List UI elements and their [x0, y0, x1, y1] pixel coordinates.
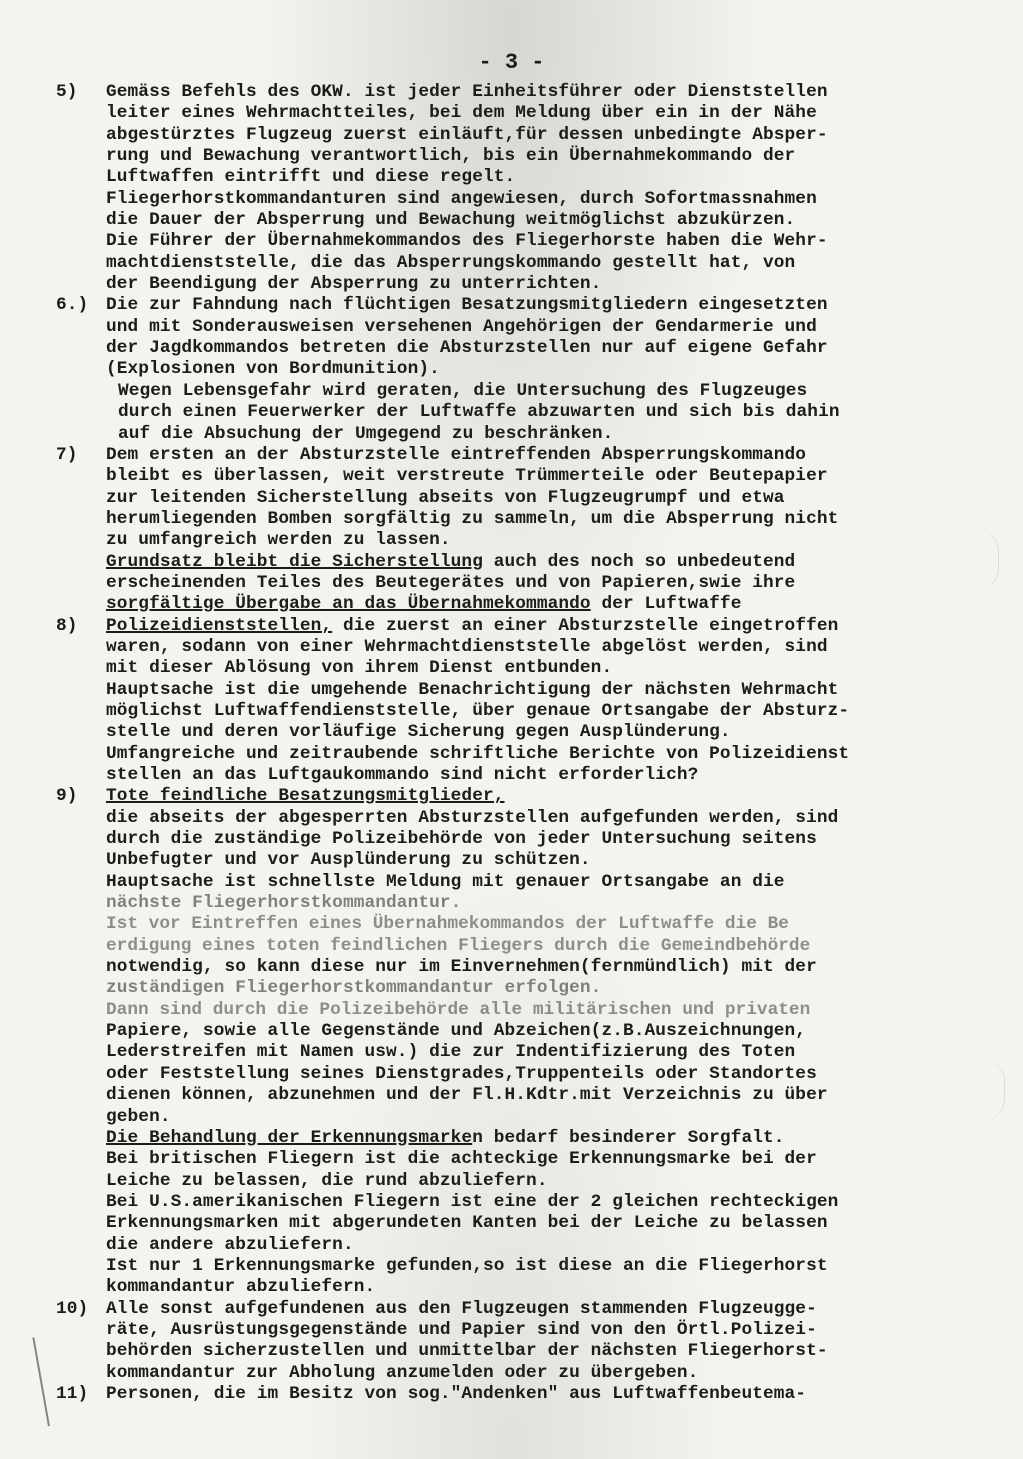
text-line	[62, 1320, 992, 1341]
text-line	[62, 488, 992, 509]
line-text: Umfangreiche und zeitraubende schriftliche Berichte von Polizeidienst	[106, 743, 850, 764]
line-text: (Explosionen von Bordmunition).	[106, 359, 440, 380]
item-number: 10)	[56, 1298, 89, 1319]
document-body	[56, 82, 992, 1405]
text-line	[62, 936, 992, 957]
line-text: Unbefugter und vor Ausplünderung zu schützen.	[106, 850, 591, 871]
margin-fold-mark	[978, 530, 999, 590]
line-text: geben.	[106, 1106, 171, 1127]
line-text: durch einen Feuerwerker der Luftwaffe abzuwarten und sich bis dahin	[118, 402, 840, 423]
line-text: nächste Fliegerhorstkommandantur.	[106, 893, 462, 914]
line-text: die Dauer der Absperrung und Bewachung weitmöglichst abzukürzen.	[106, 210, 796, 231]
line-text: Ist nur 1 Erkennungsmarke gefunden,so ist diese an die Fliegerhorst	[106, 1255, 828, 1276]
text-line	[56, 1383, 992, 1405]
text-line	[62, 552, 992, 573]
text-line	[62, 957, 992, 978]
line-text: zur leitenden Sicherstellung abseits von Flugzeugrumpf und etwa	[106, 487, 785, 508]
line-text: Die Führer der Übernahmekommandos des Fliegerhorste haben die Wehr-	[106, 231, 828, 252]
text-line	[56, 295, 992, 316]
text-line	[62, 466, 992, 487]
line-text: auf die Absuchung der Umgegend zu beschränken.	[118, 423, 614, 444]
line-text: durch die zuständige Polizeibehörde von jeder Untersuchung seitens	[106, 829, 817, 850]
text-line	[62, 1107, 992, 1128]
margin-fold-mark	[984, 1060, 1005, 1120]
text-line	[62, 978, 992, 999]
text-line	[62, 594, 992, 615]
text-line	[62, 381, 992, 402]
text-line	[62, 338, 992, 359]
text-line	[62, 1085, 992, 1106]
line-text: Wegen Lebensgefahr wird geraten, die Untersuchung des Flugzeuges	[118, 380, 808, 401]
line-text: waren, sodann von einer Wehrmachtdienststelle abgelöst werden, sind	[106, 636, 828, 657]
text-line	[62, 1256, 992, 1277]
line-text: kommandantur zur Abholung anzumelden oder zu übergeben.	[106, 1362, 699, 1383]
underlined-text: Grundsatz bleibt die Sicherstellung	[106, 551, 483, 572]
text-line	[62, 231, 992, 252]
line-text-tail: n bedarf besinderer Sorgfalt.	[472, 1127, 785, 1148]
text-line	[62, 103, 992, 124]
line-text: Personen, die im Besitz von sog."Andenken" aus Luftwaffenbeutema-	[106, 1383, 807, 1404]
text-line	[62, 1042, 992, 1063]
line-text: Bei U.S.amerikanischen Fliegern ist eine der 2 gleichen rechteckigen	[106, 1191, 839, 1212]
line-text: erdigung eines toten feindlichen Fliegers durch die Gemeindbehörde	[106, 935, 811, 956]
line-text: Die zur Fahndung nach flüchtigen Besatzungsmitgliedern eingesetzten	[106, 295, 828, 316]
line-text: Bei britischen Fliegern ist die achteckige Erkennungsmarke bei der	[106, 1149, 817, 1170]
text-line	[62, 402, 992, 423]
line-text: möglichst Luftwaffendienststelle, über genaue Ortsangabe der Absturz-	[106, 700, 850, 721]
line-text: der Beendigung der Absperrung zu unterrichten.	[106, 274, 602, 295]
line-text: Luftwaffen eintrifft und diese regelt.	[106, 167, 516, 188]
text-line	[62, 167, 992, 188]
text-line	[62, 125, 992, 146]
line-text: die abseits der abgesperrten Absturzstellen aufgefunden werden, sind	[106, 807, 839, 828]
text-line	[62, 722, 992, 743]
line-text: herumliegenden Bomben sorgfältig zu sammeln, um die Absperrung nicht	[106, 508, 839, 529]
line-text: bleibt es überlassen, weit verstreute Trümmerteile oder Beutepapier	[106, 466, 828, 487]
underlined-text: Polizeidienststellen,	[106, 615, 333, 636]
text-line	[62, 253, 992, 274]
line-text: Alle sonst aufgefundenen aus den Flugzeugen stammenden Flugzeuggе-	[106, 1298, 817, 1319]
underlined-text: sorgfältige Übergabe an das Übernahmekommando	[106, 594, 591, 615]
line-text: Ist vor Eintreffen eines Übernahmekommandos der Luftwaffe die Be	[106, 914, 789, 935]
line-text-tail: auch des noch so unbedeutend	[482, 551, 796, 572]
text-line	[62, 850, 992, 871]
line-text: und mit Sonderausweisen versehenen Angehörigen der Gendarmerie und	[106, 316, 817, 337]
text-line	[56, 444, 992, 466]
line-text: stelle und deren vorläufige Sicherung gegen Ausplünderung.	[106, 722, 731, 743]
line-text: Fliegerhorstkommandanturen sind angewiesen, durch Sofortmassnahmen	[106, 188, 817, 209]
line-text: zu umfangreich werden zu lassen.	[106, 530, 451, 551]
text-line	[62, 359, 992, 380]
line-text-tail: der Luftwaffe	[590, 594, 742, 615]
line-text: dienen können, abzunehmen und der Fl.H.Kdtr.mit Verzeichnis zu über	[106, 1085, 828, 1106]
text-line	[62, 872, 992, 893]
line-text: Hauptsache ist die umgehende Benachrichtigung der nächsten Wehrmacht	[106, 679, 839, 700]
line-text: Hauptsache ist schnellste Meldung mit genauer Ortsangabe an die	[106, 871, 785, 892]
line-text: leiter eines Wehrmachtteiles, bei dem Meldung über ein in der Nähe	[106, 103, 817, 124]
text-line	[62, 1363, 992, 1384]
text-line	[62, 274, 992, 295]
text-line	[62, 424, 992, 445]
line-text: Lederstreifen mit Namen usw.) die zur Indentifizierung des Toten	[106, 1042, 796, 1063]
text-line	[62, 530, 992, 551]
line-text: der Jagdkommandos betreten die Absturzstellen nur auf eigene Gefahr	[106, 338, 828, 359]
text-line	[56, 1298, 992, 1320]
text-line	[62, 680, 992, 701]
line-text: Dem ersten an der Absturzstelle eintreffenden Absperrungskommando	[106, 444, 807, 465]
line-text: kommandantur abzuliefern.	[106, 1277, 376, 1298]
item-number: 5)	[56, 82, 78, 102]
text-line	[62, 701, 992, 722]
line-text: machtdienststelle, die das Absperrungskommando gestellt hat, von	[106, 252, 796, 273]
text-line	[62, 210, 992, 231]
line-text: stellen an das Luftgaukommando sind nicht erforderlich?	[106, 765, 699, 785]
line-text: Gemäss Befehls des OKW. ist jeder Einheitsführer oder Dienststellen	[106, 82, 828, 102]
text-line	[62, 744, 992, 765]
text-line	[62, 1192, 992, 1213]
text-line	[62, 1064, 992, 1085]
text-line	[62, 189, 992, 210]
text-line	[62, 1341, 992, 1362]
line-text: erscheinenden Teiles des Beutegerätes und von Papieren,swie ihre	[106, 572, 796, 593]
line-text-tail: die zuerst an einer Absturzstelle eingetroffen	[332, 615, 839, 636]
text-line	[62, 1128, 992, 1149]
line-text: räte, Ausrüstungsgegenstände und Papier sind von den Örtl.Polizei-	[106, 1319, 817, 1340]
underlined-text: Tote feindliche Besatzungsmitglieder,	[106, 786, 505, 807]
item-number: 6.)	[56, 295, 89, 316]
text-line	[62, 1149, 992, 1170]
line-text: Dann sind durch die Polizeibehörde alle militärischen und privaten	[106, 999, 811, 1020]
text-line	[62, 317, 992, 338]
line-text: oder Feststellung seines Dienstgrades,Truppenteils oder Standortes	[106, 1063, 817, 1084]
line-text: Leiche zu belassen, die rund abzuliefern.	[106, 1170, 548, 1191]
item-number: 11)	[56, 1383, 89, 1404]
text-line	[62, 573, 992, 594]
line-text: notwendig, so kann diese nur im Einvernehmen(fernmündlich) mit der	[106, 957, 817, 978]
text-line	[56, 786, 992, 807]
line-text: rung und Bewachung verantwortlich, bis ein Übernahmekommando der	[106, 146, 796, 167]
text-line	[56, 615, 992, 637]
line-text: zuständigen Fliegerhorstkommandantur erfolgen.	[106, 978, 602, 999]
underlined-text: Die Behandlung der Erkennungsmarke	[106, 1127, 473, 1148]
page-number: - 3 -	[478, 50, 545, 75]
text-line	[62, 1171, 992, 1192]
text-line	[62, 1277, 992, 1298]
text-line	[62, 637, 992, 658]
item-number: 7)	[56, 444, 78, 465]
line-text: behörden sicherzustellen und unmittelbar der nächsten Fliegerhorst-	[106, 1341, 828, 1362]
text-line	[62, 765, 992, 786]
line-text: die andere abzuliefern.	[106, 1234, 354, 1255]
text-line	[62, 1021, 992, 1042]
line-text: mit dieser Ablösung von ihrem Dienst entbunden.	[106, 658, 613, 679]
text-line	[62, 1235, 992, 1256]
text-line	[62, 658, 992, 679]
item-number: 8)	[56, 615, 78, 636]
text-line	[62, 808, 992, 829]
text-line	[62, 1000, 992, 1021]
line-text: abgestürztes Flugzeug zuerst einläuft,für dessen unbedingte Absper-	[106, 124, 828, 145]
item-number: 9)	[56, 786, 78, 807]
text-line	[62, 1213, 992, 1234]
text-line	[62, 509, 992, 530]
text-line	[56, 82, 992, 103]
text-line	[62, 146, 992, 167]
text-line	[62, 829, 992, 850]
text-line	[62, 914, 992, 935]
text-line	[62, 893, 992, 914]
line-text: Papiere, sowie alle Gegenstände und Abzeichen(z.B.Auszeichnungen,	[106, 1021, 807, 1042]
line-text: Erkennungsmarken mit abgerundeten Kanten bei der Leiche zu belassen	[106, 1213, 828, 1234]
